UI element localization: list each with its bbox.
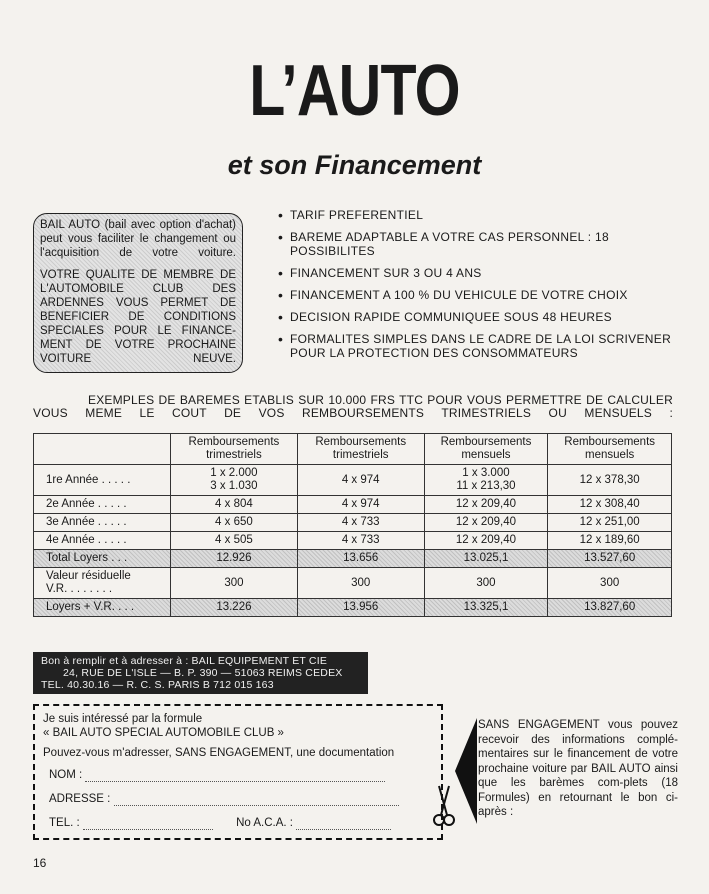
table-cell: 12 x 209,40 <box>424 514 548 532</box>
side-note: SANS ENGAGEMENT vous pouvez recevoir des informations complé-mentaires sur le financement de votre prochaine voiture par BAIL AUTO ainsi que les barèmes com-plets (18 Formules) en retournant le bon ci-après : <box>478 719 678 818</box>
table-cell: 4 x 804 <box>171 496 298 514</box>
advantage-item: • FORMALITES SIMPLES DANS LE CADRE DE LA LOI SCRIVENER POUR LA PROTECTION DES CONSOMMATEURS <box>278 332 678 360</box>
table-cell: 12 x 378,30 <box>548 465 672 496</box>
table-corner <box>34 434 171 465</box>
table-cell: 1 x 2.000 3 x 1.030 <box>171 465 298 496</box>
advantage-item: • FINANCEMENT A 100 % DU VEHICULE DE VOTRE CHOIX <box>278 288 678 302</box>
row-label: Total Loyers . . . <box>34 550 171 568</box>
table-header-row <box>34 434 672 465</box>
table-cell: 4 x 733 <box>297 532 424 550</box>
info-box-offer: VOTRE QUALITE DE MEMBRE DE L'AUTOMOBILE CLUB DES ARDENNES VOUS PERMET DE BENEFICIER DE CONDITIONS SPECIALES POUR LE FINANCE-MENT DE VOTRE PROCHAINE VOITURE NEUVE. <box>40 269 236 365</box>
intro-line-2: VOUS MEME LE COUT DE VOS REMBOURSEMENTS TRIMESTRIELS OU MENSUELS : <box>33 406 673 420</box>
address-line: Bon à remplir et à adresser à : BAIL EQUIPEMENT ET CIE <box>41 655 328 667</box>
table-cell: 12.926 <box>171 550 298 568</box>
table-cell: 4 x 505 <box>171 532 298 550</box>
table-row <box>34 514 672 532</box>
table-cell: 13.827,60 <box>548 599 672 617</box>
coupon-line: Je suis intéressé par la formule <box>43 713 203 725</box>
table-cell: 12 x 308,40 <box>548 496 672 514</box>
row-label: 1re Année . . . . . <box>34 465 171 496</box>
examples-intro <box>33 394 673 420</box>
table-cell: 1 x 3.000 11 x 213,30 <box>424 465 548 496</box>
address-line: 24, RUE DE L'ISLE — B. P. 390 — 51063 REIMS CEDEX <box>63 667 343 679</box>
table-cell: 13.527,60 <box>548 550 672 568</box>
advantage-item: • DECISION RAPIDE COMMUNIQUEE SOUS 48 HEURES <box>278 310 678 324</box>
column-header: Remboursements mensuels <box>424 434 548 465</box>
table-cell: 4 x 733 <box>297 514 424 532</box>
row-label: 3e Année . . . . . <box>34 514 171 532</box>
row-label: Valeur résiduelle V.R. . . . . . . . <box>34 568 171 599</box>
info-box-intro: BAIL AUTO (bail avec option d'achat) peut vous faciliter le changement ou l'acquisition de votre voiture. <box>40 219 236 259</box>
name-field[interactable] <box>85 771 385 782</box>
aca-field[interactable] <box>296 819 391 830</box>
reply-coupon <box>33 704 443 840</box>
column-header: Remboursements trimestriels <box>297 434 424 465</box>
coupon-line: « BAIL AUTO SPECIAL AUTOMOBILE CLUB » <box>43 727 284 739</box>
column-header: Remboursements mensuels <box>548 434 672 465</box>
table-cell: 300 <box>297 568 424 599</box>
table-row <box>34 465 672 496</box>
table-cell: 12 x 209,40 <box>424 496 548 514</box>
row-label: Loyers + V.R. . . . <box>34 599 171 617</box>
pointer-arrow-icon <box>455 718 477 824</box>
scissors-icon <box>433 782 455 828</box>
name-label: NOM : <box>49 769 83 781</box>
page-title: L’AUTO <box>249 51 460 131</box>
address-line: TEL. 40.30.16 — R. C. S. PARIS B 712 015 163 <box>41 679 274 691</box>
table-cell: 4 x 650 <box>171 514 298 532</box>
table-cell: 13.956 <box>297 599 424 617</box>
table-row <box>34 550 672 568</box>
row-label: 2e Année . . . . . <box>34 496 171 514</box>
page-number: 16 <box>33 856 47 870</box>
tel-label: TEL. : <box>49 817 80 829</box>
advantages-list <box>278 208 678 368</box>
table-row <box>34 568 672 599</box>
table-cell: 12 x 209,40 <box>424 532 548 550</box>
table-row <box>34 599 672 617</box>
table-cell: 4 x 974 <box>297 496 424 514</box>
intro-line-1: EXEMPLES DE BAREMES ETABLIS SUR 10.000 FRS TTC POUR VOUS PERMETTRE DE CALCULER <box>88 393 673 407</box>
table-cell: 300 <box>548 568 672 599</box>
advantage-item: • FINANCEMENT SUR 3 OU 4 ANS <box>278 266 678 280</box>
aca-label: No A.C.A. : <box>236 817 293 829</box>
table-cell: 300 <box>424 568 548 599</box>
coupon-line: Pouvez-vous m'adresser, SANS ENGAGEMENT, une documentation <box>43 747 395 759</box>
column-header: Remboursements trimestriels <box>171 434 298 465</box>
table-cell: 12 x 251,00 <box>548 514 672 532</box>
table-cell: 4 x 974 <box>297 465 424 496</box>
table-cell: 13.226 <box>171 599 298 617</box>
table-row <box>34 496 672 514</box>
tel-field[interactable] <box>83 819 213 830</box>
address-field[interactable] <box>114 795 399 806</box>
info-box <box>33 213 243 373</box>
table-cell: 13.325,1 <box>424 599 548 617</box>
address-label: ADRESSE : <box>49 793 111 805</box>
table-cell: 13.025,1 <box>424 550 548 568</box>
table-cell: 300 <box>171 568 298 599</box>
table-row <box>34 532 672 550</box>
mailing-address <box>33 652 368 694</box>
repayment-table <box>33 433 672 617</box>
table-cell: 13.656 <box>297 550 424 568</box>
page-subtitle: et son Financement <box>227 150 482 180</box>
advantage-item: • BAREME ADAPTABLE A VOTRE CAS PERSONNEL : 18 POSSIBILITES <box>278 230 678 258</box>
advantage-item: • TARIF PREFERENTIEL <box>278 208 678 222</box>
row-label: 4e Année . . . . . <box>34 532 171 550</box>
table-cell: 12 x 189,60 <box>548 532 672 550</box>
